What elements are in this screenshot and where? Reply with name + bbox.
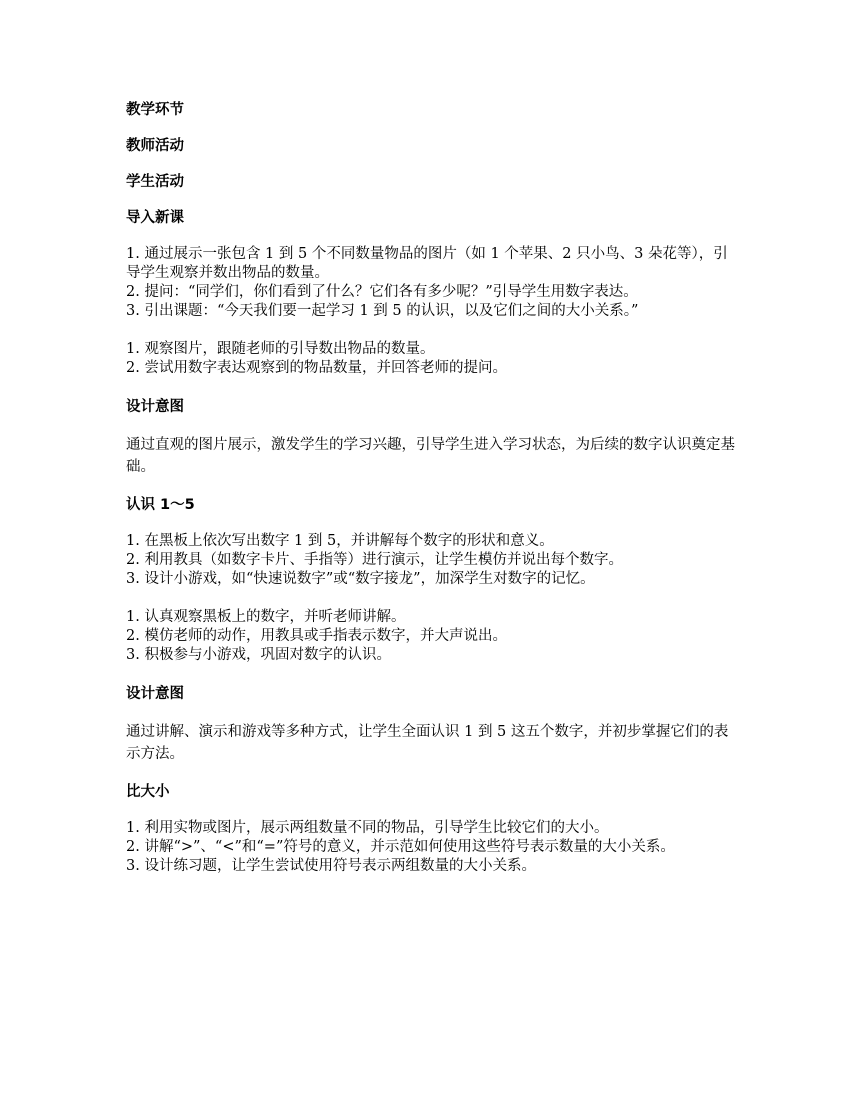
list-item: 3. 引出课题：“今天我们要一起学习 1 到 5 的认识，以及它们之间的大小关系。” bbox=[126, 303, 639, 319]
recognize-student-list bbox=[126, 608, 742, 665]
teacher-activity-heading: 教师活动 bbox=[126, 138, 184, 154]
list-item: 1. 通过展示一张包含 1 到 5 个不同数量物品的图片（如 1 个苹果、2 只小鸟、3 朵花等），引导学生观察并数出物品的数量。 bbox=[126, 246, 728, 281]
list-item: 2. 尝试用数字表达观察到的物品数量，并回答老师的提问。 bbox=[126, 360, 507, 376]
recognize-teacher-list bbox=[126, 532, 742, 589]
intro-design-text: 通过直观的图片展示，激发学生的学习兴趣，引导学生进入学习状态，为后续的数字认识奠定基础。 bbox=[126, 437, 735, 475]
list-item: 2. 提问：“同学们，你们看到了什么？它们各有多少呢？”引导学生用数字表达。 bbox=[126, 284, 638, 300]
list-item: 3. 设计小游戏，如“快速说数字”或“数字接龙”，加深学生对数字的记忆。 bbox=[126, 571, 595, 587]
list-item: 1. 认真观察黑板上的数字，并听老师讲解。 bbox=[126, 609, 406, 625]
intro-heading: 导入新课 bbox=[126, 210, 184, 226]
intro-teacher-list bbox=[126, 245, 742, 321]
compare-heading: 比大小 bbox=[126, 784, 170, 800]
list-item: 1. 利用实物或图片，展示两组数量不同的物品，引导学生比较它们的大小。 bbox=[126, 820, 609, 836]
recognize-design-heading: 设计意图 bbox=[126, 686, 184, 702]
intro-student-list bbox=[126, 340, 742, 378]
document-content bbox=[126, 100, 742, 895]
student-activity-heading: 学生活动 bbox=[126, 174, 184, 190]
list-item: 1. 观察图片，跟随老师的引导数出物品的数量。 bbox=[126, 341, 435, 357]
recognize-design-text: 通过讲解、演示和游戏等多种方式，让学生全面认识 1 到 5 这五个数字，并初步掌握它们的表示方法。 bbox=[126, 724, 729, 762]
compare-teacher-list bbox=[126, 819, 742, 876]
list-item: 2. 讲解“>”、“<”和“=”符号的意义，并示范如何使用这些符号表示数量的大小关系。 bbox=[126, 839, 675, 855]
list-item: 1. 在黑板上依次写出数字 1 到 5，并讲解每个数字的形状和意义。 bbox=[126, 533, 554, 549]
recognize-heading: 认识 1～5 bbox=[126, 497, 195, 513]
list-item: 3. 积极参与小游戏，巩固对数字的认识。 bbox=[126, 647, 391, 663]
teaching-step-heading: 教学环节 bbox=[126, 102, 184, 118]
list-item: 3. 设计练习题，让学生尝试使用符号表示两组数量的大小关系。 bbox=[126, 858, 536, 874]
intro-design-heading: 设计意图 bbox=[126, 399, 184, 415]
list-item: 2. 利用教具（如数字卡片、手指等）进行演示，让学生模仿并说出每个数字。 bbox=[126, 552, 623, 568]
list-item: 2. 模仿老师的动作，用教具或手指表示数字，并大声说出。 bbox=[126, 628, 507, 644]
